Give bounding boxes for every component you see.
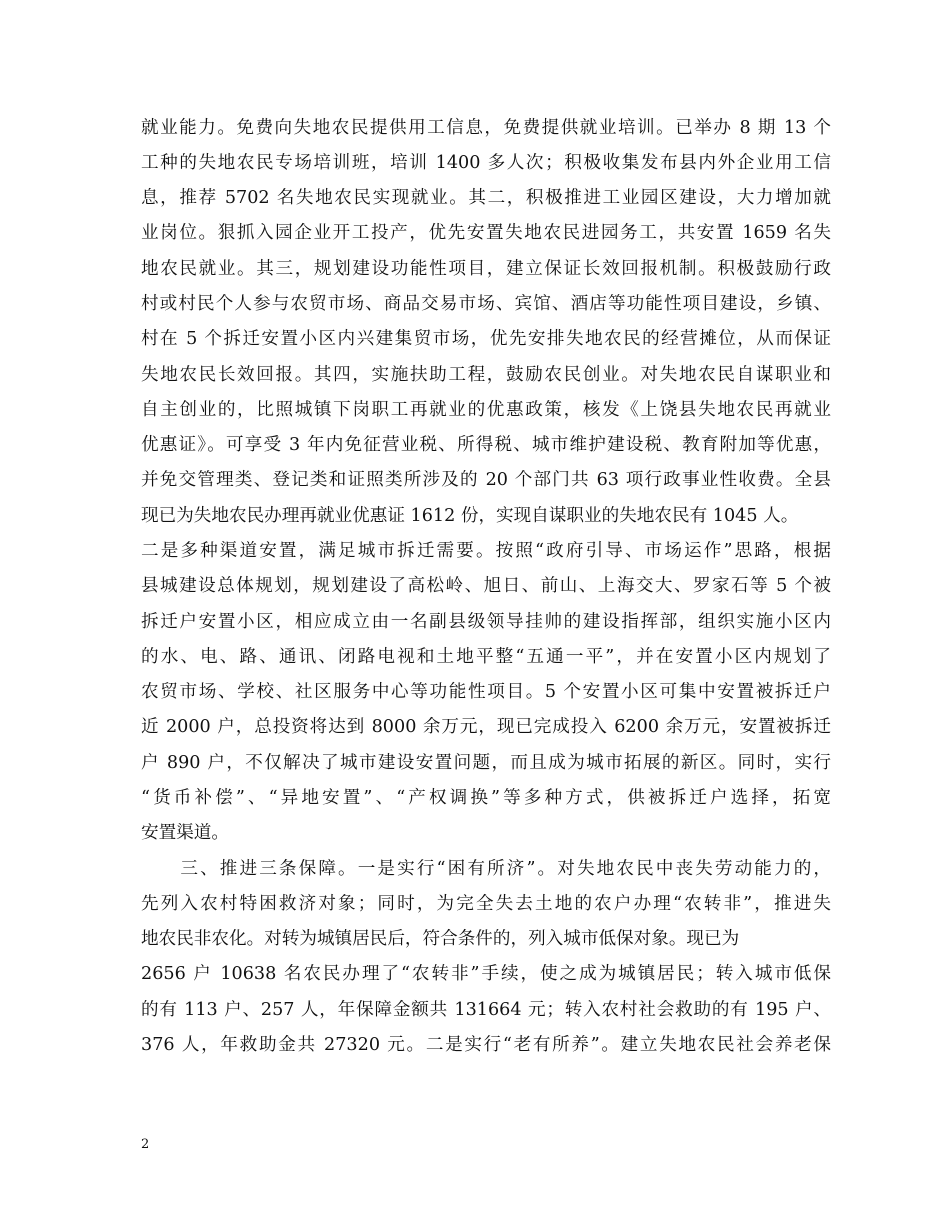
text-line: 村或村民个人参与农贸市场、商品交易市场、宾馆、酒店等功能性项目建设，乡镇、 bbox=[141, 294, 831, 314]
text-line: 户 890 户，不仅解决了城市建设安置问题，而且成为城市拓展的新区。同时，实行 bbox=[141, 753, 831, 773]
text-line: 工种的失地农民专场培训班，培训 1400 多人次；积极收集发布县内外企业用工信 bbox=[141, 153, 831, 173]
text-line: 就业能力。免费向失地农民提供用工信息，免费提供就业培训。已举办 8 期 13 个 bbox=[141, 118, 831, 138]
text-line: 失地农民长效回报。其四，实施扶助工程，鼓励农民创业。对失地农民自谋职业和 bbox=[141, 365, 831, 385]
text-line: 县城建设总体规划，规划建设了高松岭、旭日、前山、上海交大、罗家石等 5 个被 bbox=[141, 576, 831, 596]
text-line: 先列入农村特困救济对象；同时，为完全失去土地的农户办理“农转非”，推进失 bbox=[141, 894, 831, 914]
text-line: 息，推荐 5702 名失地农民实现就业。其二，积极推进工业园区建设，大力增加就 bbox=[141, 188, 831, 208]
text-line: 优惠证》。可享受 3 年内免征营业税、所得税、城市维护建设税、教育附加等优惠， bbox=[141, 435, 831, 455]
text-line: 376 人，年救助金共 27320 元。二是实行“老有所养”。建立失地农民社会养老保 bbox=[141, 1035, 831, 1055]
text-line: 自主创业的，比照城镇下岗职工再就业的优惠政策，核发《上饶县失地农民再就业 bbox=[141, 400, 831, 420]
text-line: 二是多种渠道安置，满足城市拆迁需要。按照“政府引导、市场运作”思路，根据 bbox=[141, 541, 831, 561]
text-line: 现已为失地农民办理再就业优惠证 1612 份，实现自谋职业的失地农民有 1045 人。 bbox=[141, 506, 799, 526]
text-line: 的有 113 户、257 人，年保障金额共 131664 元；转入农村社会救助的有 195 户、 bbox=[141, 1000, 831, 1020]
text-line: 并免交管理类、登记类和证照类所涉及的 20 个部门共 63 项行政事业性收费。全县 bbox=[141, 470, 831, 490]
text-line: 村在 5 个拆迁安置小区内兴建集贸市场，优先安排失地农民的经营摊位，从而保证 bbox=[141, 329, 831, 349]
text-line: 的水、电、路、通讯、闭路电视和土地平整“五通一平”，并在安置小区内规划了 bbox=[141, 647, 831, 667]
text-line: 近 2000 户，总投资将达到 8000 余万元，现已完成投入 6200 余万元，安置被拆迁 bbox=[141, 717, 831, 737]
text-line: 拆迁户安置小区，相应成立由一名副县级领导挂帅的建设指挥部，组织实施小区内 bbox=[141, 612, 831, 632]
text-line: 地农民非农化。对转为城镇居民后，符合条件的，列入城市低保对象。现已为 bbox=[141, 929, 740, 949]
text-line: 2656 户 10638 名农民办理了“农转非”手续，使之成为城镇居民；转入城市低保 bbox=[141, 964, 831, 984]
text-line: 安置渠道。 bbox=[141, 823, 229, 843]
text-line: 地农民就业。其三，规划建设功能性项目，建立保证长效回报机制。积极鼓励行政 bbox=[141, 259, 831, 279]
text-line: 三、推进三条保障。一是实行“困有所济”。对失地农民中丧失劳动能力的， bbox=[141, 859, 831, 879]
page-number: 2 bbox=[141, 1137, 150, 1152]
text-line: 农贸市场、学校、社区服务中心等功能性项目。5 个安置小区可集中安置被拆迁户 bbox=[141, 682, 831, 702]
text-line: 业岗位。狠抓入园企业开工投产，优先安置失地农民进园务工，共安置 1659 名失 bbox=[141, 223, 831, 243]
text-line: “货币补偿”、“异地安置”、“产权调换”等多种方式，供被拆迁户选择，拓宽 bbox=[141, 788, 831, 808]
